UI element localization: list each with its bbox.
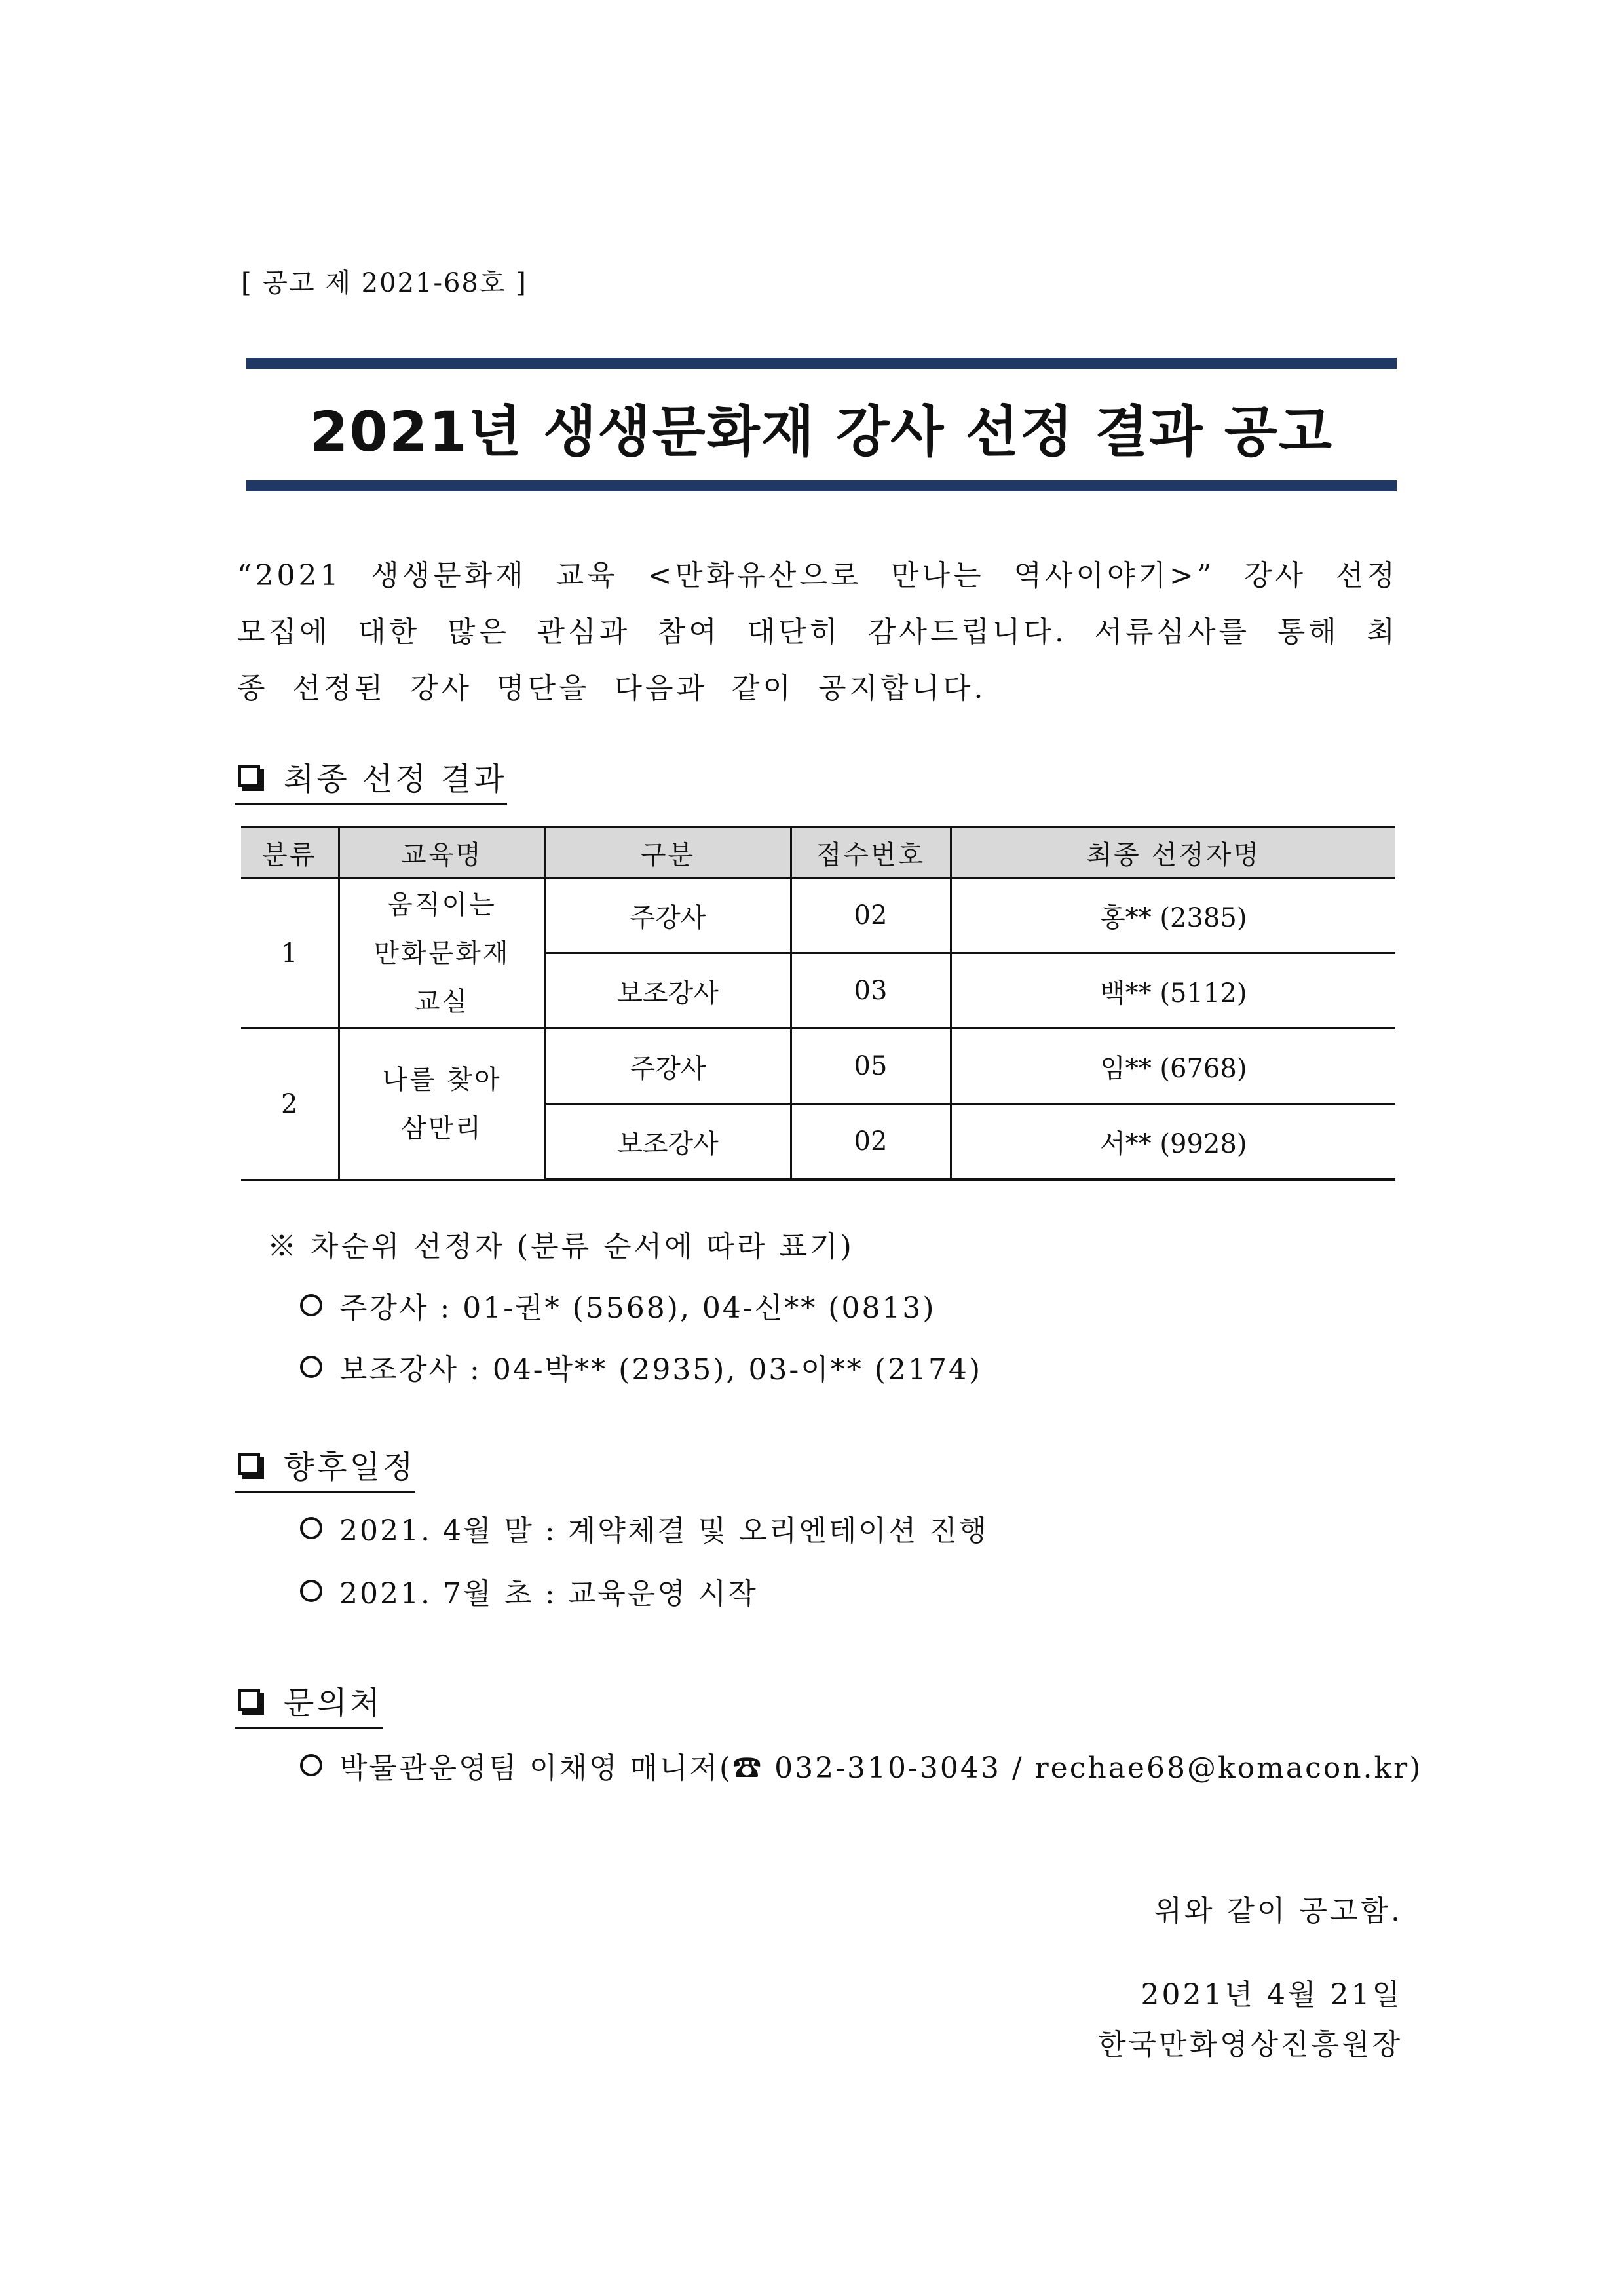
category-cell: 1 [241,878,339,1029]
contact-item [300,1744,1422,1786]
schedule-heading [235,1442,415,1493]
notice-date: 2021년 4월 21일 [1141,1978,1403,2012]
circle-bullet-icon [300,1580,322,1602]
name-cell: 백** (5112) [951,953,1395,1029]
results-heading-label: 최종 선정 결과 [284,761,507,797]
table-header-row [241,827,1395,878]
course-line: 움직이는 만화문화재 교실 [373,889,510,1017]
circle-bullet-icon [300,1517,322,1539]
schedule-item [300,1570,758,1612]
reserve-item [300,1284,936,1326]
schedule-heading-label: 향후일정 [284,1449,416,1485]
column-header: 분류 [241,827,339,878]
column-header: 구분 [545,827,791,878]
contact-heading [235,1677,383,1729]
title-rule-top [246,358,1397,369]
contact-heading-label: 문의처 [284,1685,383,1721]
schedule-item-text: 2021. 7월 초 : 교육운영 시작 [339,1577,758,1611]
column-header: 접수번호 [791,827,951,878]
number-cell: 02 [791,878,951,953]
reserve-item-text: 보조강사 : 04-박** (2935), 03-이** (2174) [339,1353,983,1387]
checkbox-bullet-icon [238,765,260,787]
circle-bullet-icon [300,1356,322,1378]
checkbox-bullet-icon [238,1453,260,1475]
name-cell: 홍** (2385) [951,878,1395,953]
name-cell: 임** (6768) [951,1029,1395,1104]
table-row [241,878,1395,953]
role-cell: 주강사 [545,1029,791,1104]
results-table [241,826,1395,1181]
role-cell: 보조강사 [545,1104,791,1180]
checkbox-bullet-icon [238,1689,260,1711]
role-cell: 주강사 [545,878,791,953]
issuer-name: 한국만화영상진흥원장 [1097,2028,1403,2061]
number-cell: 02 [791,1104,951,1180]
course-line: 나를 찾아 삼만리 [382,1064,502,1143]
column-header: 최종 선정자명 [951,827,1395,878]
table-row [241,1029,1395,1104]
page-title: 2021년 생생문화재 강사 선정 결과 공고 [309,400,1334,464]
course-cell [339,878,545,1029]
intro-paragraph: “2021 생생문화재 교육 <만화유산으로 만나는 역사이야기>” 강사 선정 모집에 대한 많은 관심과 참여 대단히 감사드립니다. 서류심사를 통해 최종 선정된 강사 명단을 다음과 같이 공지합니다. [237,559,1398,705]
name-cell: 서** (9928) [951,1104,1395,1180]
schedule-item-text: 2021. 4월 말 : 계약체결 및 오리엔테이션 진행 [339,1514,989,1548]
circle-bullet-icon [300,1294,322,1316]
role-cell: 보조강사 [545,953,791,1029]
circle-bullet-icon [300,1754,322,1776]
notice-number: [ 공고 제 2021-68호 ] [241,268,527,298]
reserve-item [300,1346,982,1388]
number-cell: 03 [791,953,951,1029]
category-cell: 2 [241,1029,339,1180]
closing-statement: 위와 같이 공고함. [1154,1894,1403,1928]
schedule-item [300,1507,989,1549]
contact-item-text: 박물관운영팀 이채영 매니저(☎ 032-310-3043 / rechae68@komacon.kr) [339,1751,1423,1785]
reserve-note: ※ 차순위 선정자 (분류 순서에 따라 표기) [267,1230,854,1263]
number-cell: 05 [791,1029,951,1104]
title-rule-bottom [246,480,1397,491]
reserve-item-text: 주강사 : 01-권* (5568), 04-신** (0813) [339,1292,936,1325]
course-cell [339,1029,545,1180]
column-header: 교육명 [339,827,545,878]
results-heading [235,754,507,805]
